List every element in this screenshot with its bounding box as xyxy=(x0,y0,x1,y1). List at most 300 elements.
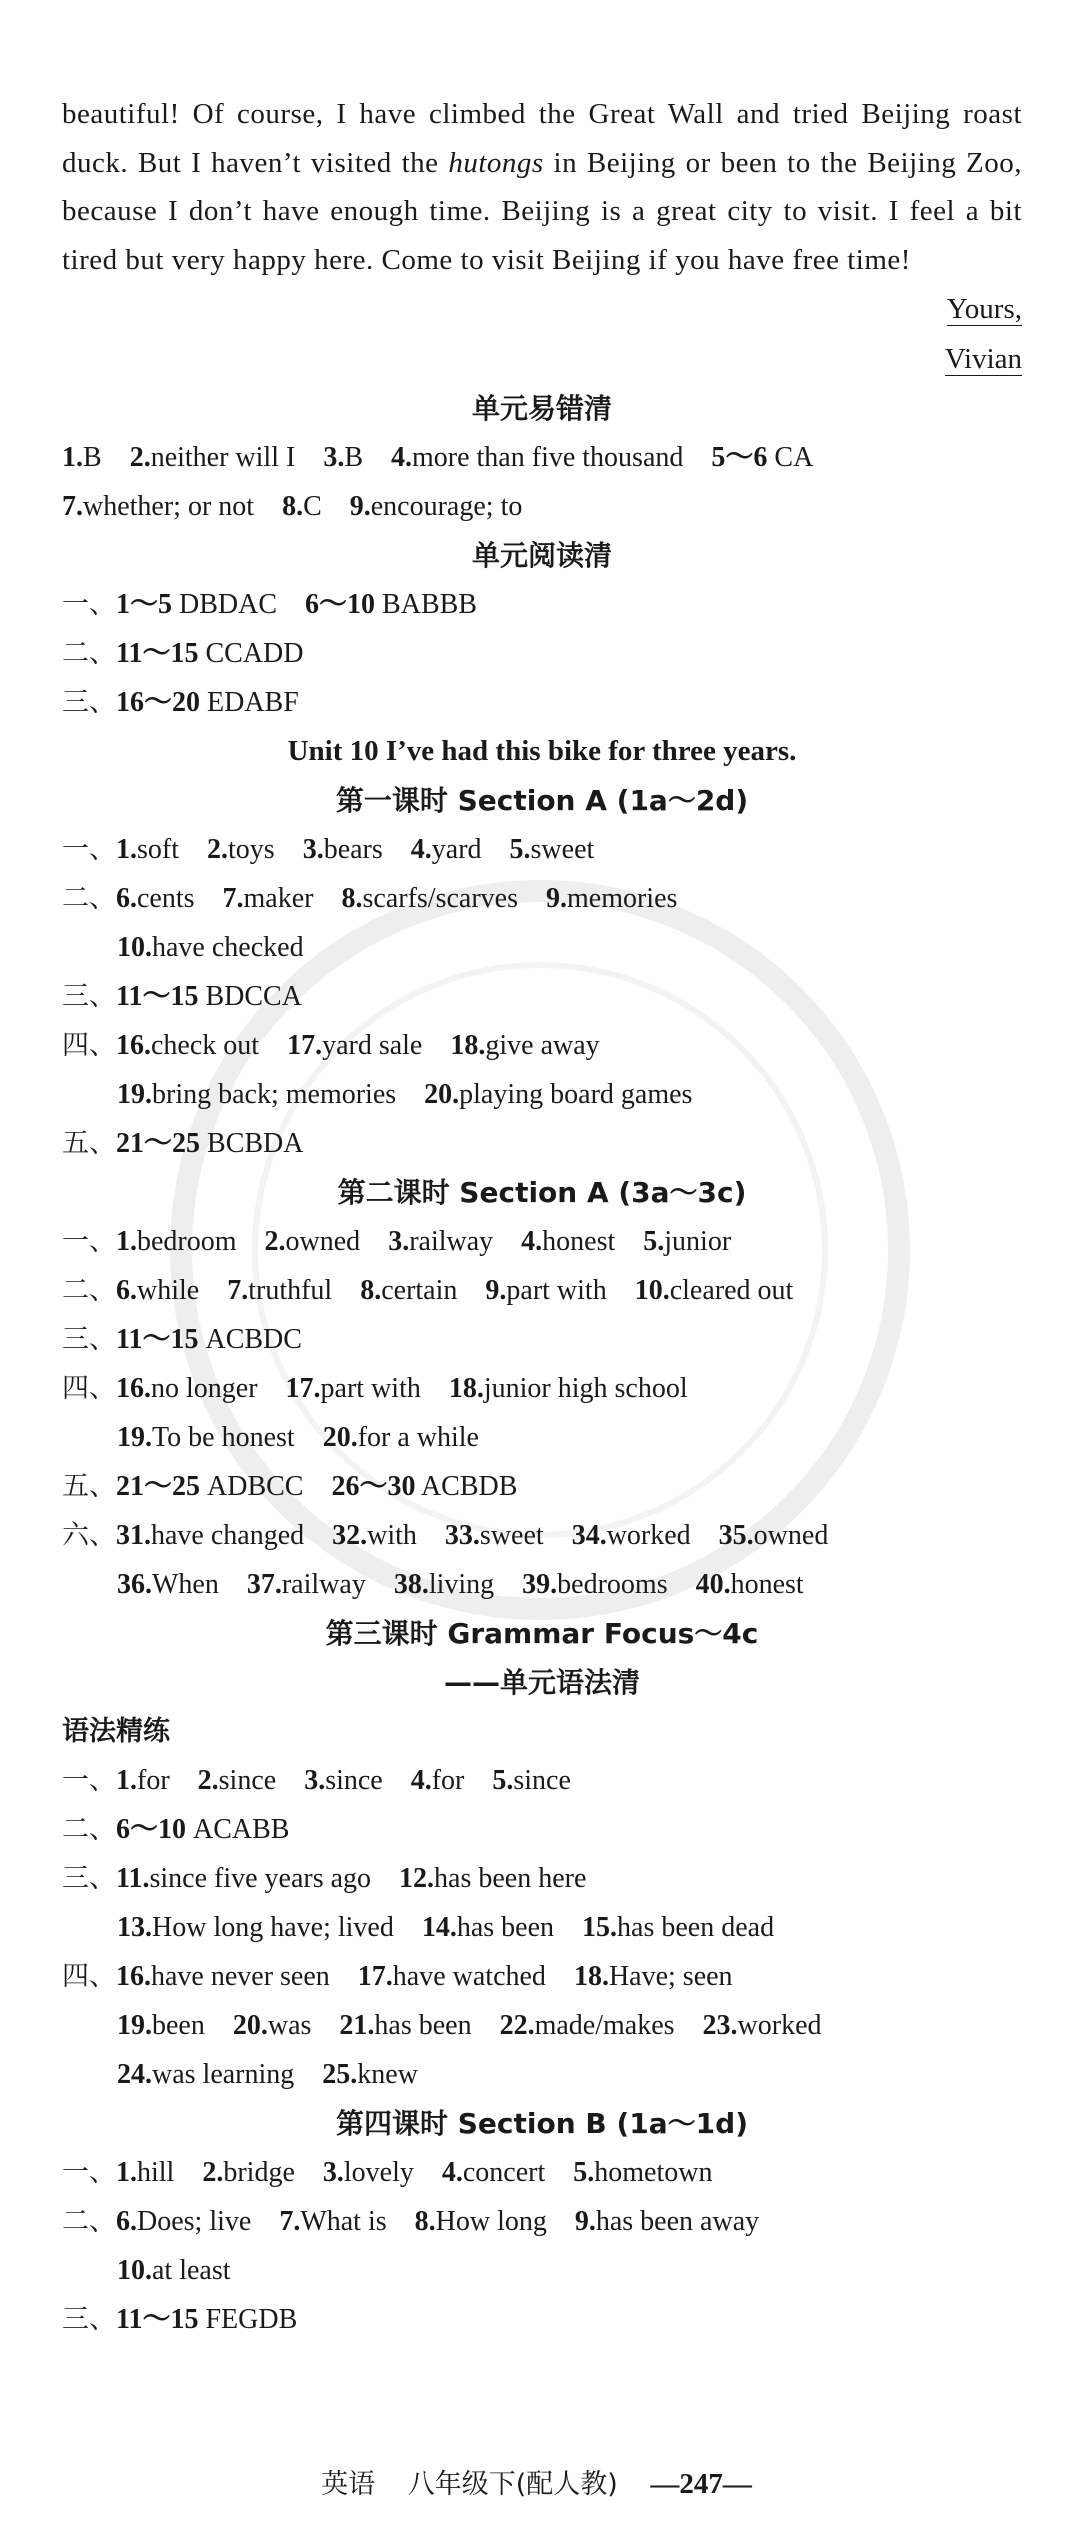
answer-item xyxy=(521,1226,615,1257)
answer-text: have watched xyxy=(392,1961,546,1992)
question-number: 19. xyxy=(117,1422,152,1453)
answer-item xyxy=(411,834,482,865)
answer-text: has been dead xyxy=(617,1912,775,1943)
answer-item xyxy=(116,2157,174,2188)
answer-text: scarfs/scarves xyxy=(362,883,518,914)
answer-text: B xyxy=(344,442,363,473)
answer-item xyxy=(62,442,102,473)
answer-text: maker xyxy=(243,883,314,914)
letter-signature: Vivian xyxy=(944,343,1022,375)
answer-item xyxy=(391,442,683,473)
answer-text: ADBCC xyxy=(200,1471,304,1502)
question-number: 18. xyxy=(573,1961,609,1992)
answer-text: living xyxy=(428,1569,495,1600)
question-number: 2. xyxy=(264,1226,286,1257)
question-number: 11～15 xyxy=(116,2304,199,2335)
question-number: 2. xyxy=(207,834,228,865)
answer-item xyxy=(117,1912,394,1943)
question-number: 5. xyxy=(573,2157,595,2188)
answer-text: sweet xyxy=(479,1520,544,1551)
answer-item xyxy=(635,1275,794,1306)
question-number: 17. xyxy=(357,1961,393,1992)
question-group-label: 三、 xyxy=(62,1863,116,1894)
answer-row xyxy=(62,972,1022,1021)
answer-text: How long xyxy=(435,2206,547,2237)
answer-text: was xyxy=(267,2010,312,2041)
answer-text: How long have; lived xyxy=(152,1912,394,1943)
question-number: 17. xyxy=(287,1030,323,1061)
answer-item xyxy=(116,1863,371,1894)
answer-row xyxy=(62,1854,1022,1903)
answer-item xyxy=(449,1373,688,1404)
section-heading: 第二课时 Section A (3a～3c) xyxy=(337,1176,747,1209)
question-number: 10. xyxy=(117,932,152,963)
question-number: 9. xyxy=(485,1275,507,1306)
section-heading: 单元阅读清 xyxy=(471,539,612,572)
question-group-label: 一、 xyxy=(62,834,116,865)
answer-sections xyxy=(62,384,1022,2344)
answer-item xyxy=(116,1275,199,1306)
letter-closing: Yours, xyxy=(946,293,1022,325)
answer-text: part with xyxy=(506,1275,607,1306)
answer-text: Have; seen xyxy=(608,1961,733,1992)
answer-text: C xyxy=(303,491,322,522)
question-number: 17. xyxy=(285,1373,321,1404)
answer-item xyxy=(350,491,523,522)
answer-item xyxy=(116,1471,303,1502)
answer-item xyxy=(117,2010,205,2041)
question-number: 3. xyxy=(323,442,345,473)
question-number: 20. xyxy=(424,1079,460,1110)
answer-text: honest xyxy=(730,1569,804,1600)
answer-text: bedroom xyxy=(137,1226,237,1257)
answer-text: more than five thousand xyxy=(412,442,684,473)
answer-text: bedrooms xyxy=(557,1569,668,1600)
answer-text: neither will I xyxy=(150,442,296,473)
answer-row xyxy=(62,1266,1022,1315)
answer-text: have checked xyxy=(152,932,304,963)
answer-row xyxy=(62,1756,1022,1805)
answer-item xyxy=(117,1079,396,1110)
answer-item xyxy=(719,1520,829,1551)
question-number: 10. xyxy=(117,2255,152,2286)
answer-item xyxy=(287,1030,422,1061)
answer-item xyxy=(116,1520,304,1551)
answer-row xyxy=(62,1903,1022,1952)
answer-item xyxy=(572,1520,691,1551)
answer-item xyxy=(323,2157,414,2188)
answer-text: FEGDB xyxy=(198,2304,298,2335)
question-group-label: 四、 xyxy=(62,1373,116,1404)
question-number: 1. xyxy=(116,2157,137,2188)
answer-item xyxy=(116,687,299,718)
question-group-label: 二、 xyxy=(62,2206,116,2237)
answer-item xyxy=(202,2157,295,2188)
answer-text: for xyxy=(137,1765,170,1796)
question-number: 16. xyxy=(116,1373,151,1404)
footer-subject: 英语 xyxy=(321,2469,376,2500)
answer-item xyxy=(282,491,322,522)
question-number: 16～20 xyxy=(116,687,201,718)
answer-row xyxy=(62,629,1022,678)
answer-item xyxy=(116,1961,330,1992)
question-number: 39. xyxy=(522,1569,558,1600)
answer-item xyxy=(116,638,303,669)
answer-item xyxy=(116,981,302,1012)
answer-text: CA xyxy=(767,442,814,473)
question-number: 26～30 xyxy=(331,1471,416,1502)
page-footer xyxy=(0,2462,1073,2501)
answer-item xyxy=(500,2010,675,2041)
question-group-label: 五、 xyxy=(62,1471,116,1502)
question-number: 9. xyxy=(574,2206,596,2237)
question-number: 21～25 xyxy=(116,1471,201,1502)
question-number: 18. xyxy=(450,1030,486,1061)
answer-text: Does; live xyxy=(137,2206,252,2237)
question-number: 21～25 xyxy=(116,1128,201,1159)
answer-text: worked xyxy=(606,1520,691,1551)
question-number: 8. xyxy=(360,1275,382,1306)
answer-item xyxy=(116,1324,302,1355)
answer-row xyxy=(62,2148,1022,2197)
answer-text: since xyxy=(325,1765,383,1796)
question-group-label: 五、 xyxy=(62,1128,116,1159)
answer-text: for a while xyxy=(357,1422,479,1453)
answer-row xyxy=(62,1119,1022,1168)
question-number: 7. xyxy=(227,1275,249,1306)
answer-item xyxy=(62,491,254,522)
question-number: 3. xyxy=(388,1226,410,1257)
answer-text: since five years ago xyxy=(149,1863,372,1894)
question-group-label: 三、 xyxy=(62,2304,116,2335)
answer-text: for xyxy=(431,1765,465,1796)
question-number: 19. xyxy=(117,1079,152,1110)
question-number: 2. xyxy=(129,442,151,473)
answer-item xyxy=(116,1373,258,1404)
answer-item xyxy=(342,883,518,914)
answer-text: has been away xyxy=(595,2206,760,2237)
question-group-label: 二、 xyxy=(62,1814,116,1845)
question-group-label: 三、 xyxy=(62,981,116,1012)
question-group-label: 二、 xyxy=(62,883,116,914)
answer-item xyxy=(575,2206,759,2237)
answer-text: honest xyxy=(542,1226,616,1257)
answer-text: lovely xyxy=(343,2157,414,2188)
question-number: 8. xyxy=(282,491,304,522)
answer-text: CCADD xyxy=(198,638,304,669)
answer-item xyxy=(116,1128,303,1159)
answer-item xyxy=(207,834,275,865)
question-number: 11～15 xyxy=(116,1324,199,1355)
answer-row xyxy=(62,825,1022,874)
answer-text: sweet xyxy=(530,834,595,865)
answer-item xyxy=(703,2010,822,2041)
section-heading: 第一课时 Section A (1a～2d) xyxy=(335,784,749,817)
answer-item xyxy=(422,1912,554,1943)
answer-item xyxy=(117,2059,294,2090)
question-number: 13. xyxy=(117,1912,152,1943)
answer-text: EDABF xyxy=(200,687,299,718)
answer-text: To be honest xyxy=(152,1422,295,1453)
answer-item xyxy=(117,1569,219,1600)
question-number: 8. xyxy=(341,883,363,914)
answer-text: part with xyxy=(320,1373,421,1404)
question-group-label: 一、 xyxy=(62,2157,116,2188)
letter-line: Beijing roast duck. But I haven’t visited the xyxy=(62,98,1023,179)
answer-item xyxy=(286,1373,421,1404)
answer-text: bring back; memories xyxy=(152,1079,397,1110)
footer-grade: 八年级下(配人教) xyxy=(407,2469,618,2500)
answer-item xyxy=(415,2206,547,2237)
question-number: 16. xyxy=(116,1030,151,1061)
answer-row xyxy=(62,923,1022,972)
answer-item xyxy=(332,1520,417,1551)
answer-item xyxy=(116,589,277,620)
answer-text: memories xyxy=(566,883,678,914)
answer-text: playing board games xyxy=(459,1079,693,1110)
answer-row xyxy=(62,1805,1022,1854)
answer-item xyxy=(696,1569,804,1600)
question-number: 2. xyxy=(202,2157,224,2188)
answer-text: made/makes xyxy=(534,2010,675,2041)
answer-item xyxy=(323,442,363,473)
answer-text: When xyxy=(152,1569,219,1600)
answer-item xyxy=(643,1226,731,1257)
answer-text: junior high school xyxy=(483,1373,688,1404)
question-number: 4. xyxy=(441,2157,463,2188)
answer-page xyxy=(62,90,1022,2344)
question-number: 6～10 xyxy=(305,589,376,620)
letter-line: in Beijing or xyxy=(543,146,711,179)
answer-text: truthful xyxy=(248,1275,333,1306)
question-number: 3. xyxy=(302,834,324,865)
answer-item xyxy=(233,2010,312,2041)
answer-row xyxy=(62,2050,1022,2099)
answer-text: worked xyxy=(737,2010,822,2041)
answer-item xyxy=(360,1275,457,1306)
question-number: 20. xyxy=(322,1422,358,1453)
answer-text: railway xyxy=(409,1226,494,1257)
answer-text: yard xyxy=(431,834,482,865)
answer-item xyxy=(223,883,314,914)
answer-item xyxy=(322,2059,418,2090)
answer-item xyxy=(331,1471,517,1502)
answer-item xyxy=(116,2206,251,2237)
question-number: 6. xyxy=(116,883,137,914)
answer-item xyxy=(445,1520,544,1551)
letter-italic-word: hutongs xyxy=(448,146,544,179)
section-heading: ——单元语法清 xyxy=(443,1666,640,1699)
section-heading: 第三课时 Grammar Focus～4c xyxy=(325,1617,759,1650)
answer-item xyxy=(116,2304,297,2335)
question-number: 25. xyxy=(322,2059,358,2090)
answer-item xyxy=(305,589,477,620)
answer-row xyxy=(62,1070,1022,1119)
question-group-label: 六、 xyxy=(62,1520,116,1551)
question-number: 19. xyxy=(117,2010,152,2041)
answer-item xyxy=(546,883,677,914)
question-number: 10. xyxy=(634,1275,670,1306)
question-number: 12. xyxy=(399,1863,435,1894)
question-number: 1. xyxy=(116,1226,137,1257)
answer-text: owned xyxy=(285,1226,361,1257)
question-number: 7. xyxy=(62,491,83,522)
answer-text: has been xyxy=(374,2010,472,2041)
answer-item xyxy=(339,2010,471,2041)
answer-row xyxy=(62,1462,1022,1511)
question-number: 24. xyxy=(117,2059,152,2090)
answer-item xyxy=(116,1030,259,1061)
question-number: 9. xyxy=(349,491,371,522)
answer-item xyxy=(117,932,304,963)
question-group-label: 三、 xyxy=(62,1324,116,1355)
answer-text: check out xyxy=(151,1030,260,1061)
answer-text: BCBDA xyxy=(200,1128,304,1159)
answer-item xyxy=(411,1765,465,1796)
answer-item xyxy=(227,1275,332,1306)
answer-text: no longer xyxy=(151,1373,258,1404)
answer-item xyxy=(522,1569,667,1600)
question-number: 5. xyxy=(509,834,531,865)
answer-item xyxy=(582,1912,774,1943)
answer-text: at least xyxy=(152,2255,231,2286)
answer-text: give away xyxy=(485,1030,600,1061)
question-number: 5. xyxy=(643,1226,665,1257)
answer-text: certain xyxy=(381,1275,458,1306)
answer-text: has been xyxy=(456,1912,555,1943)
question-number: 11. xyxy=(116,1863,150,1894)
answer-text: DBDAC xyxy=(172,589,278,620)
answer-row xyxy=(62,1021,1022,1070)
answer-row xyxy=(62,2001,1022,2050)
answer-item xyxy=(247,1569,366,1600)
answer-text: has been here xyxy=(434,1863,587,1894)
question-number: 20. xyxy=(232,2010,268,2041)
answer-row xyxy=(62,433,1022,482)
answer-text: knew xyxy=(357,2059,418,2090)
question-number: 4. xyxy=(521,1226,543,1257)
answer-text: have never seen xyxy=(151,1961,330,1992)
answer-item xyxy=(116,1226,237,1257)
answer-text: since xyxy=(218,1765,277,1796)
answer-row xyxy=(62,1560,1022,1609)
question-number: 33. xyxy=(444,1520,480,1551)
answer-row xyxy=(62,1315,1022,1364)
answer-text: What is xyxy=(300,2206,387,2237)
answer-row xyxy=(62,1217,1022,1266)
question-number: 22. xyxy=(499,2010,535,2041)
question-number: 4. xyxy=(391,442,412,473)
letter-line: is a great city to visit. I feel a bit tired but very happy here. Come to xyxy=(62,195,1023,276)
question-number: 6. xyxy=(116,1275,137,1306)
question-group-label: 一、 xyxy=(62,1765,116,1796)
answer-text: have changed xyxy=(151,1520,305,1551)
answer-text: encourage; to xyxy=(370,491,523,522)
answer-text: cleared out xyxy=(669,1275,794,1306)
answer-item xyxy=(116,1814,289,1845)
answer-item xyxy=(116,883,195,914)
answer-item xyxy=(117,1422,295,1453)
question-number: 23. xyxy=(702,2010,738,2041)
question-number: 35. xyxy=(718,1520,754,1551)
question-group-label: 三、 xyxy=(62,687,116,718)
letter-line: beautiful! Of course, I have climbed the Great Wall and tried xyxy=(62,98,849,130)
answer-text: BDCCA xyxy=(198,981,302,1012)
answer-text: ACBDB xyxy=(415,1471,518,1502)
answer-item xyxy=(574,1961,733,1992)
answer-text: hometown xyxy=(594,2157,713,2188)
question-number: 32. xyxy=(332,1520,368,1551)
answer-text: was learning xyxy=(152,2059,295,2090)
question-number: 7. xyxy=(279,2206,301,2237)
question-number: 1～5 xyxy=(116,589,173,620)
question-number: 5～6 xyxy=(711,442,768,473)
answer-item xyxy=(265,1226,361,1257)
section-heading: 第四课时 Section B (1a～1d) xyxy=(336,2107,748,2140)
question-number: 15. xyxy=(582,1912,618,1943)
answer-text: soft xyxy=(137,834,179,865)
question-group-label: 二、 xyxy=(62,638,116,669)
question-number: 37. xyxy=(246,1569,282,1600)
question-number: 38. xyxy=(393,1569,429,1600)
answer-item xyxy=(323,1422,479,1453)
answer-text: railway xyxy=(281,1569,366,1600)
answer-row xyxy=(62,2197,1022,2246)
question-number: 11～15 xyxy=(116,981,199,1012)
answer-item xyxy=(358,1961,546,1992)
answer-item xyxy=(130,442,296,473)
answer-row xyxy=(62,1364,1022,1413)
section-heading: 单元易错清 xyxy=(471,392,612,425)
letter-line: visit Beijing if you have free time! xyxy=(491,243,911,276)
answer-text: toys xyxy=(228,834,275,865)
answer-item xyxy=(303,834,383,865)
answer-item xyxy=(198,1765,277,1796)
answer-text: junior xyxy=(664,1226,732,1257)
answer-text: been xyxy=(152,2010,205,2041)
question-number: 34. xyxy=(571,1520,607,1551)
answer-item xyxy=(510,834,595,865)
unit-title: Unit 10 I’ve had this bike for three years. xyxy=(287,735,797,767)
question-number: 4. xyxy=(410,1765,432,1796)
answer-text: whether; or not xyxy=(83,491,255,522)
question-number: 36. xyxy=(117,1569,152,1600)
question-number: 6. xyxy=(116,2206,137,2237)
answer-item xyxy=(450,1030,599,1061)
answer-row xyxy=(62,1952,1022,2001)
answer-text: bears xyxy=(323,834,383,865)
question-number: 1. xyxy=(116,1765,137,1796)
answer-item xyxy=(485,1275,606,1306)
answer-text: ACABB xyxy=(186,1814,290,1845)
question-number: 6～10 xyxy=(116,1814,187,1845)
answer-row xyxy=(62,874,1022,923)
subsection-label: 语法精练 xyxy=(62,1716,170,1747)
answer-item xyxy=(492,1765,571,1796)
page-number: —247— xyxy=(650,2468,752,2500)
answer-row xyxy=(62,580,1022,629)
question-number: 5. xyxy=(492,1765,514,1796)
answer-item xyxy=(116,1765,170,1796)
question-number: 16. xyxy=(116,1961,151,1992)
answer-row xyxy=(62,1511,1022,1560)
question-number: 31. xyxy=(116,1520,151,1551)
question-group-label: 二、 xyxy=(62,1275,116,1306)
question-number: 1. xyxy=(116,834,137,865)
answer-row xyxy=(62,2295,1022,2344)
question-number: 1. xyxy=(62,442,83,473)
answer-row xyxy=(62,1413,1022,1462)
